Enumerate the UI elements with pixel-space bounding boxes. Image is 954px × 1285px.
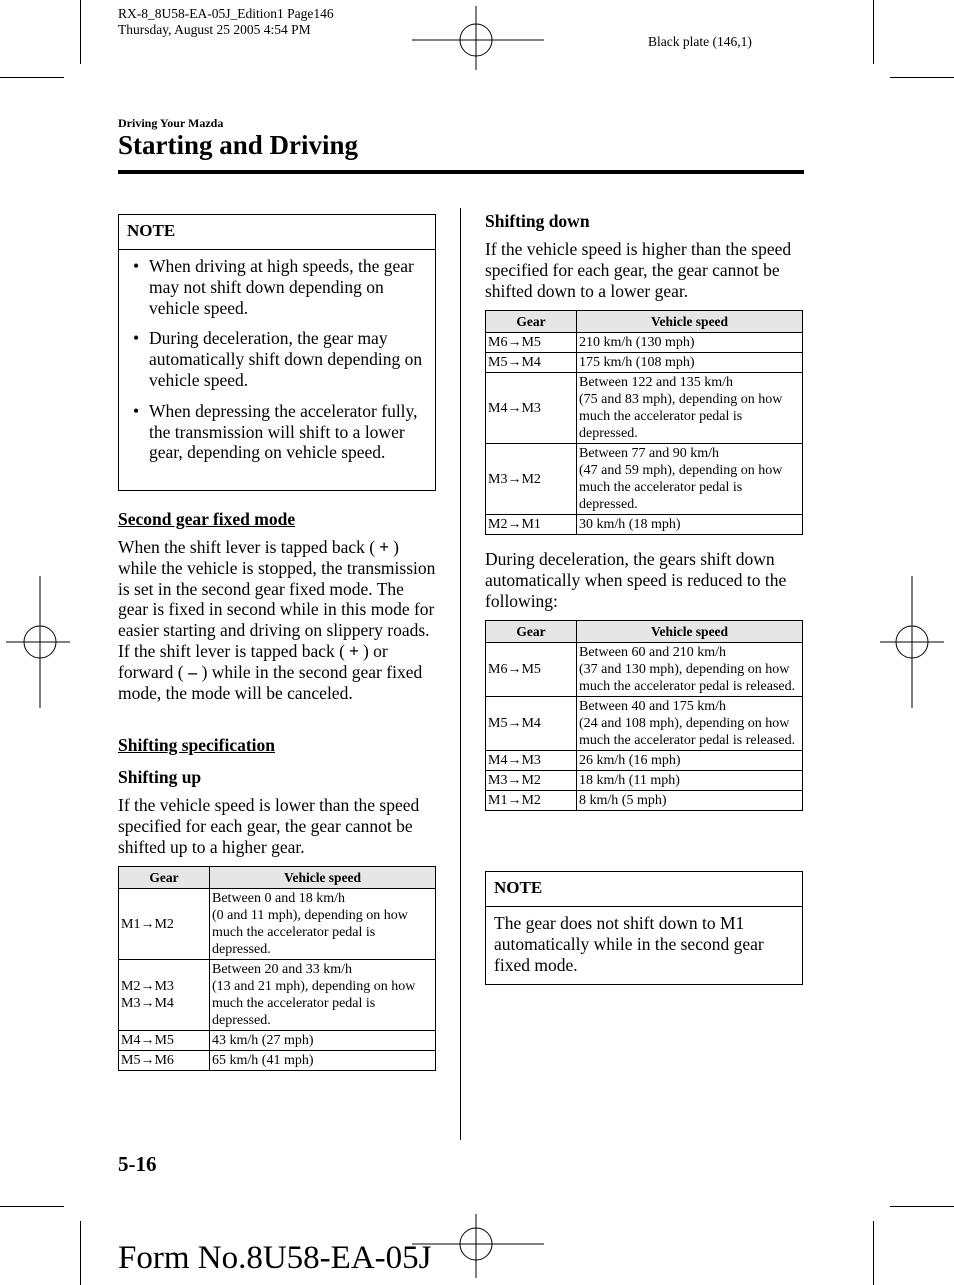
registration-mark-top bbox=[412, 6, 544, 70]
table-row bbox=[119, 889, 436, 960]
gear-cell: M5→M4 bbox=[486, 353, 577, 373]
note-title: NOTE bbox=[119, 215, 435, 250]
table-row bbox=[486, 791, 803, 811]
gear-cell: M4→M3 bbox=[486, 373, 577, 444]
column-header: Vehicle speed bbox=[577, 311, 803, 333]
gear-cell: M3→M2 bbox=[486, 771, 577, 791]
list-item: • When driving at high speeds, the gear may not shift down depending on vehicle speed. bbox=[133, 256, 414, 318]
note-title: NOTE bbox=[486, 872, 802, 907]
crop-mark bbox=[0, 1206, 64, 1207]
gear-cell: M3→M2 bbox=[486, 444, 577, 515]
column-header: Gear bbox=[486, 311, 577, 333]
table-row bbox=[486, 751, 803, 771]
speed-cell: 18 km/h (11 mph) bbox=[577, 771, 803, 791]
plate-label: Black plate (146,1) bbox=[648, 34, 752, 49]
table-header-row bbox=[119, 867, 436, 889]
gear-cell: M5→M6 bbox=[119, 1051, 210, 1071]
crop-mark bbox=[80, 0, 81, 64]
gear-cell: M6→M5 bbox=[486, 333, 577, 353]
second-gear-heading: Second gear fixed mode bbox=[118, 509, 296, 529]
speed-cell: Between 40 and 175 km/h (24 and 108 mph), depending on how much the accelerator pedal is released. bbox=[577, 697, 803, 751]
table-row bbox=[119, 960, 436, 1031]
bullet-icon: • bbox=[133, 400, 140, 421]
table-row bbox=[119, 1051, 436, 1071]
speed-cell: 26 km/h (16 mph) bbox=[577, 751, 803, 771]
table-header-row bbox=[486, 621, 803, 643]
bullet-icon: • bbox=[133, 328, 140, 349]
note-text: The gear does not shift down to M1 automatically while in the second gear fixed mode. bbox=[494, 913, 764, 975]
table-row bbox=[486, 697, 803, 751]
crop-mark bbox=[80, 1221, 81, 1285]
speed-cell: Between 20 and 33 km/h (13 and 21 mph), depending on how much the accelerator pedal is depressed. bbox=[210, 960, 436, 1031]
deceleration-paragraph: During deceleration, the gears shift down automatically when speed is reduced to the following: bbox=[485, 549, 787, 611]
second-gear-paragraph: When the shift lever is tapped back ( + ) while the vehicle is stopped, the transmission is set in the second gear fixed mode. The gear is fixed in second while in this mode for easier starting and driving on slippery roads. If the shift lever is tapped back ( + ) or forward ( – ) while in the second gear fixed mode, the mode will be canceled. bbox=[118, 537, 436, 703]
gear-cell: M1→M2 bbox=[486, 791, 577, 811]
list-item: • During deceleration, the gear may automatically shift down depending on vehicle speed. bbox=[133, 328, 423, 390]
crop-mark bbox=[890, 77, 954, 78]
table-row bbox=[486, 444, 803, 515]
shift-down-table bbox=[485, 310, 803, 535]
crop-mark bbox=[0, 77, 64, 78]
column-header: Gear bbox=[486, 621, 577, 643]
shifting-spec-heading: Shifting specification bbox=[118, 735, 276, 755]
note-list bbox=[119, 250, 435, 471]
shift-down-heading: Shifting down bbox=[485, 211, 590, 231]
speed-cell: 8 km/h (5 mph) bbox=[577, 791, 803, 811]
gear-cell: M4→M3 bbox=[486, 751, 577, 771]
table-row bbox=[486, 771, 803, 791]
gear-cell: M2→M1 bbox=[486, 515, 577, 535]
gear-cell: M2→M3 M3→M4 bbox=[119, 960, 210, 1031]
plus-icon: + bbox=[348, 640, 359, 661]
column-divider bbox=[460, 208, 461, 1140]
form-number: Form No.8U58-EA-05J bbox=[118, 1240, 432, 1276]
gear-cell: M6→M5 bbox=[486, 643, 577, 697]
registration-mark-bottom bbox=[412, 1214, 544, 1278]
section-label: Driving Your Mazda bbox=[118, 116, 224, 130]
gear-cell: M5→M4 bbox=[486, 697, 577, 751]
bullet-icon: • bbox=[133, 256, 140, 276]
crop-mark bbox=[873, 0, 874, 64]
column-header: Vehicle speed bbox=[210, 867, 436, 889]
table-row bbox=[486, 643, 803, 697]
note-box bbox=[118, 214, 436, 491]
speed-cell: Between 77 and 90 km/h (47 and 59 mph), depending on how much the accelerator pedal is depressed. bbox=[577, 444, 803, 515]
column-header: Gear bbox=[119, 867, 210, 889]
note-box bbox=[485, 871, 803, 985]
page-title: Starting and Driving bbox=[118, 130, 359, 160]
speed-cell: 210 km/h (130 mph) bbox=[577, 333, 803, 353]
speed-cell: Between 122 and 135 km/h (75 and 83 mph), depending on how much the accelerator pedal is depressed. bbox=[577, 373, 803, 444]
print-date: Thursday, August 25 2005 4:54 PM bbox=[118, 22, 311, 37]
column-header: Vehicle speed bbox=[577, 621, 803, 643]
crop-mark bbox=[873, 1221, 874, 1285]
speed-cell: 30 km/h (18 mph) bbox=[577, 515, 803, 535]
file-name: RX-8_8U58-EA-05J_Edition1 Page146 bbox=[118, 6, 334, 21]
speed-cell: 65 km/h (41 mph) bbox=[210, 1051, 436, 1071]
shift-up-paragraph: If the vehicle speed is lower than the speed specified for each gear, the gear cannot be shifted up to a higher gear. bbox=[118, 795, 420, 857]
shift-up-heading: Shifting up bbox=[118, 767, 202, 787]
speed-cell: 175 km/h (108 mph) bbox=[577, 353, 803, 373]
speed-cell: Between 60 and 210 km/h (37 and 130 mph), depending on how much the accelerator pedal is released. bbox=[577, 643, 803, 697]
registration-mark-right bbox=[880, 576, 944, 708]
shift-up-table bbox=[118, 866, 436, 1071]
shift-down-paragraph: If the vehicle speed is higher than the speed specified for each gear, the gear cannot be shifted down to a lower gear. bbox=[485, 239, 792, 301]
table-row bbox=[486, 373, 803, 444]
table-row bbox=[486, 333, 803, 353]
note-body bbox=[119, 250, 435, 471]
crop-mark bbox=[890, 1206, 954, 1207]
title-rule bbox=[118, 170, 804, 174]
table-row bbox=[486, 515, 803, 535]
gear-cell: M1→M2 bbox=[119, 889, 210, 960]
registration-mark-left bbox=[6, 576, 70, 708]
speed-cell: 43 km/h (27 mph) bbox=[210, 1031, 436, 1051]
table-row bbox=[119, 1031, 436, 1051]
print-header bbox=[118, 6, 334, 38]
speed-cell: Between 0 and 18 km/h (0 and 11 mph), depending on how much the accelerator pedal is depressed. bbox=[210, 889, 436, 960]
page-number: 5-16 bbox=[118, 1152, 157, 1176]
gear-cell: M4→M5 bbox=[119, 1031, 210, 1051]
minus-icon: – bbox=[188, 661, 197, 682]
table-row bbox=[486, 353, 803, 373]
table-header-row bbox=[486, 311, 803, 333]
deceleration-table bbox=[485, 620, 803, 811]
plus-icon: + bbox=[379, 537, 390, 557]
list-item: • When depressing the accelerator fully, the transmission will shift to a lower gear, depending on vehicle speed. bbox=[133, 400, 418, 463]
